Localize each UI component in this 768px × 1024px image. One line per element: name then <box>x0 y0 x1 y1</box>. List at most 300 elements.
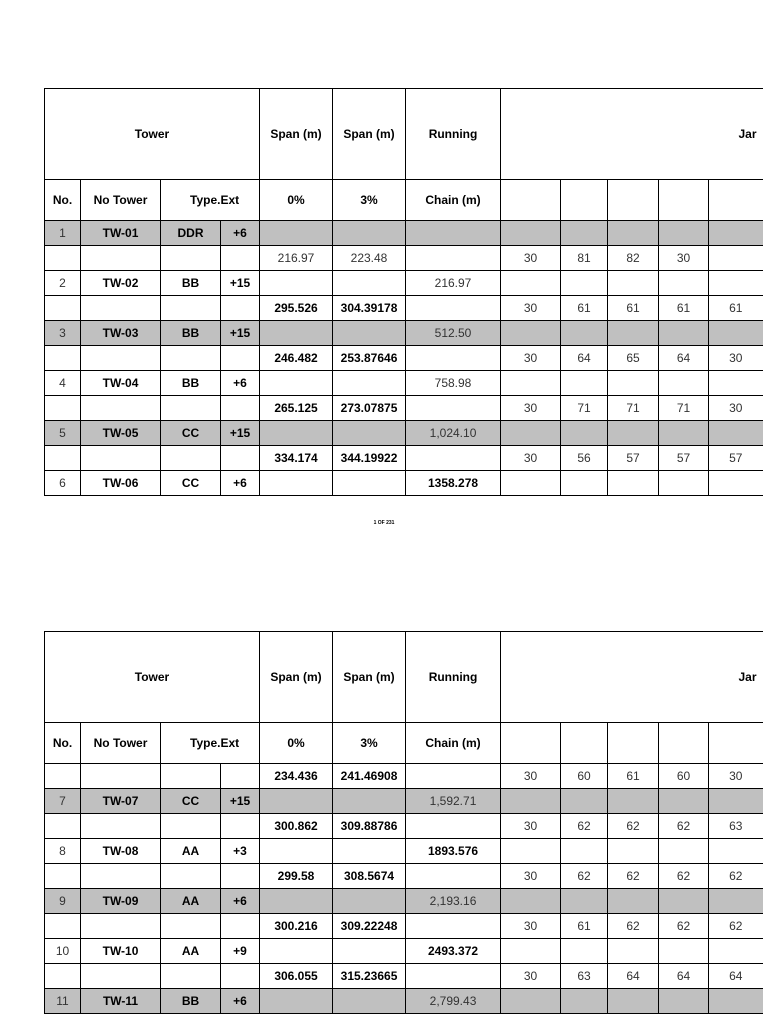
jar-value: 30 <box>501 964 561 989</box>
jar-value: 30 <box>501 864 561 889</box>
jar-cell <box>501 789 561 814</box>
span-0-cell <box>260 321 333 346</box>
tower-row <box>45 321 763 346</box>
empty-cell <box>161 346 221 371</box>
header-pct-0: 0% <box>260 723 333 764</box>
jar-cell <box>561 789 608 814</box>
jar-value: 30 <box>659 246 709 271</box>
jar-cell <box>561 221 608 246</box>
header-jar: Jar <box>501 632 763 723</box>
running-chain: 512.50 <box>406 321 501 346</box>
header-chain: Chain (m) <box>406 180 501 221</box>
tower-type: CC <box>161 789 221 814</box>
jar-value: 62 <box>659 814 709 839</box>
jar-value: 62 <box>608 814 659 839</box>
jar-cell <box>659 889 709 914</box>
jar-value: 81 <box>561 246 608 271</box>
table-1-body <box>45 221 763 496</box>
jar-cell <box>501 839 561 864</box>
jar-cell <box>501 939 561 964</box>
jar-value: 30 <box>709 764 763 789</box>
running-chain <box>406 446 501 471</box>
span-3-cell <box>333 471 406 496</box>
span-3-cell <box>333 221 406 246</box>
jar-cell <box>709 471 763 496</box>
tower-table-2 <box>44 631 763 1014</box>
jar-cell <box>561 839 608 864</box>
tower-ext: +6 <box>221 471 260 496</box>
running-chain <box>406 346 501 371</box>
header-pct-0: 0% <box>260 180 333 221</box>
jar-cell <box>709 839 763 864</box>
tower-number: 6 <box>45 471 81 496</box>
jar-head-cell <box>659 723 709 764</box>
span-3-cell <box>333 939 406 964</box>
jar-cell <box>501 471 561 496</box>
running-chain <box>406 296 501 321</box>
jar-value: 62 <box>608 864 659 889</box>
tower-row <box>45 221 763 246</box>
span-3-value: 241.46908 <box>333 764 406 789</box>
header-no-tower: No Tower <box>81 723 161 764</box>
jar-value: 71 <box>608 396 659 421</box>
empty-cell <box>221 764 260 789</box>
jar-head-cell <box>561 180 608 221</box>
jar-cell <box>608 421 659 446</box>
tower-number: 2 <box>45 271 81 296</box>
tower-row <box>45 839 763 864</box>
table-2-body <box>45 764 763 1014</box>
tower-number: 10 <box>45 939 81 964</box>
empty-cell <box>221 246 260 271</box>
running-chain: 216.97 <box>406 271 501 296</box>
jar-cell <box>608 939 659 964</box>
jar-value: 65 <box>608 346 659 371</box>
jar-cell <box>501 889 561 914</box>
jar-cell <box>608 471 659 496</box>
tower-type: CC <box>161 421 221 446</box>
jar-value: 62 <box>561 864 608 889</box>
jar-head-cell <box>501 723 561 764</box>
tower-id: TW-07 <box>81 789 161 814</box>
running-chain <box>406 246 501 271</box>
jar-cell <box>709 889 763 914</box>
jar-value: 56 <box>561 446 608 471</box>
tower-row <box>45 889 763 914</box>
header-span-0: Span (m) <box>260 632 333 723</box>
tower-number: 3 <box>45 321 81 346</box>
jar-cell <box>608 221 659 246</box>
empty-cell <box>81 396 161 421</box>
jar-cell <box>709 271 763 296</box>
jar-cell <box>659 421 709 446</box>
span-0-cell <box>260 371 333 396</box>
span-0-cell <box>260 789 333 814</box>
header-no: No. <box>45 723 81 764</box>
jar-value: 30 <box>501 814 561 839</box>
span-row <box>45 396 763 421</box>
jar-cell <box>561 471 608 496</box>
jar-head-cell <box>659 180 709 221</box>
tower-number: 4 <box>45 371 81 396</box>
running-chain <box>406 814 501 839</box>
jar-head-cell <box>709 723 763 764</box>
jar-value: 64 <box>659 346 709 371</box>
tower-type: AA <box>161 839 221 864</box>
jar-value: 57 <box>608 446 659 471</box>
tower-id: TW-11 <box>81 989 161 1014</box>
jar-cell <box>608 371 659 396</box>
span-3-cell <box>333 421 406 446</box>
jar-cell <box>561 371 608 396</box>
jar-cell <box>709 221 763 246</box>
span-0-cell <box>260 839 333 864</box>
tower-id: TW-03 <box>81 321 161 346</box>
jar-value: 61 <box>709 296 763 321</box>
empty-cell <box>45 864 81 889</box>
tower-ext: +6 <box>221 989 260 1014</box>
span-row <box>45 446 763 471</box>
running-chain: 758.98 <box>406 371 501 396</box>
tower-row <box>45 371 763 396</box>
tower-type: CC <box>161 471 221 496</box>
span-0-cell <box>260 471 333 496</box>
tower-number: 7 <box>45 789 81 814</box>
running-chain: 1,592.71 <box>406 789 501 814</box>
running-chain <box>406 764 501 789</box>
jar-value: 30 <box>501 246 561 271</box>
span-row <box>45 864 763 889</box>
jar-value: 62 <box>709 914 763 939</box>
jar-cell <box>659 371 709 396</box>
header-jar: Jar <box>501 89 763 180</box>
jar-value: 71 <box>561 396 608 421</box>
jar-head-cell <box>709 180 763 221</box>
jar-value: 64 <box>608 964 659 989</box>
jar-value: 57 <box>709 446 763 471</box>
header-chain: Chain (m) <box>406 723 501 764</box>
tower-id: TW-09 <box>81 889 161 914</box>
tower-type: AA <box>161 889 221 914</box>
jar-value: 71 <box>659 396 709 421</box>
span-3-cell <box>333 271 406 296</box>
jar-value: 61 <box>659 296 709 321</box>
tower-id: TW-08 <box>81 839 161 864</box>
span-0-value: 334.174 <box>260 446 333 471</box>
jar-cell <box>659 839 709 864</box>
jar-cell <box>501 371 561 396</box>
tower-ext: +9 <box>221 939 260 964</box>
jar-cell <box>561 421 608 446</box>
running-chain: 1893.576 <box>406 839 501 864</box>
span-row <box>45 814 763 839</box>
jar-cell <box>608 989 659 1014</box>
running-chain <box>406 964 501 989</box>
empty-cell <box>221 964 260 989</box>
tower-row <box>45 471 763 496</box>
sheet-page-1 <box>0 88 768 496</box>
running-chain <box>406 221 501 246</box>
empty-cell <box>161 914 221 939</box>
jar-value: 63 <box>709 814 763 839</box>
empty-cell <box>81 296 161 321</box>
tower-row <box>45 939 763 964</box>
span-3-cell <box>333 889 406 914</box>
empty-cell <box>161 446 221 471</box>
span-3-value: 309.88786 <box>333 814 406 839</box>
span-row <box>45 764 763 789</box>
empty-cell <box>45 814 81 839</box>
jar-value: 62 <box>709 864 763 889</box>
empty-cell <box>81 914 161 939</box>
jar-cell <box>709 789 763 814</box>
jar-cell <box>659 939 709 964</box>
tower-number: 1 <box>45 221 81 246</box>
running-chain <box>406 396 501 421</box>
jar-value: 60 <box>561 764 608 789</box>
span-0-value: 300.862 <box>260 814 333 839</box>
jar-cell <box>659 471 709 496</box>
jar-cell <box>561 321 608 346</box>
jar-value: 62 <box>561 814 608 839</box>
jar-value: 63 <box>561 964 608 989</box>
empty-cell <box>161 296 221 321</box>
jar-cell <box>608 321 659 346</box>
jar-cell <box>561 939 608 964</box>
tower-type: BB <box>161 371 221 396</box>
span-3-cell <box>333 989 406 1014</box>
tower-number: 5 <box>45 421 81 446</box>
header-span-3: Span (m) <box>333 632 406 723</box>
span-3-cell <box>333 789 406 814</box>
tower-ext: +3 <box>221 839 260 864</box>
tower-id: TW-10 <box>81 939 161 964</box>
jar-cell <box>501 321 561 346</box>
tower-type: BB <box>161 271 221 296</box>
empty-cell <box>161 764 221 789</box>
span-0-cell <box>260 989 333 1014</box>
tower-ext: +6 <box>221 889 260 914</box>
empty-cell <box>221 814 260 839</box>
header-tower: Tower <box>45 632 260 723</box>
empty-cell <box>81 864 161 889</box>
header-pct-3: 3% <box>333 180 406 221</box>
span-row <box>45 346 763 371</box>
jar-cell <box>659 271 709 296</box>
empty-cell <box>45 914 81 939</box>
span-0-value: 295.526 <box>260 296 333 321</box>
span-0-value: 300.216 <box>260 914 333 939</box>
jar-cell <box>659 321 709 346</box>
span-row <box>45 246 763 271</box>
running-chain: 2493.372 <box>406 939 501 964</box>
tower-ext: +15 <box>221 789 260 814</box>
tower-table-1 <box>44 88 763 496</box>
jar-value: 30 <box>501 446 561 471</box>
running-chain: 2,193.16 <box>406 889 501 914</box>
sheet-page-2 <box>0 631 768 1014</box>
jar-value: 30 <box>709 346 763 371</box>
empty-cell <box>81 764 161 789</box>
empty-cell <box>45 246 81 271</box>
tower-ext: +6 <box>221 221 260 246</box>
span-0-value: 299.58 <box>260 864 333 889</box>
running-chain: 1358.278 <box>406 471 501 496</box>
jar-cell <box>501 221 561 246</box>
span-3-cell <box>333 839 406 864</box>
empty-cell <box>221 296 260 321</box>
header-running: Running <box>406 89 501 180</box>
empty-cell <box>45 764 81 789</box>
empty-cell <box>81 246 161 271</box>
empty-cell <box>221 864 260 889</box>
jar-value: 30 <box>501 396 561 421</box>
empty-cell <box>161 964 221 989</box>
empty-cell <box>221 446 260 471</box>
span-row <box>45 914 763 939</box>
header-no-tower: No Tower <box>81 180 161 221</box>
tower-row <box>45 271 763 296</box>
tower-id: TW-01 <box>81 221 161 246</box>
tower-type: BB <box>161 989 221 1014</box>
jar-head-cell <box>608 180 659 221</box>
span-0-cell <box>260 939 333 964</box>
tower-ext: +6 <box>221 371 260 396</box>
header-span-3: Span (m) <box>333 89 406 180</box>
tower-ext: +15 <box>221 271 260 296</box>
empty-cell <box>45 396 81 421</box>
span-3-value: 315.23665 <box>333 964 406 989</box>
span-3-value: 308.5674 <box>333 864 406 889</box>
empty-cell <box>221 346 260 371</box>
jar-value: 30 <box>501 296 561 321</box>
header-tower: Tower <box>45 89 260 180</box>
tower-ext: +15 <box>221 321 260 346</box>
header-type: Type. <box>161 723 221 764</box>
jar-value: 61 <box>608 764 659 789</box>
empty-cell <box>81 346 161 371</box>
jar-cell <box>659 221 709 246</box>
empty-cell <box>45 346 81 371</box>
tower-id: TW-02 <box>81 271 161 296</box>
jar-value: 57 <box>659 446 709 471</box>
jar-cell <box>659 989 709 1014</box>
empty-cell <box>45 446 81 471</box>
span-3-value: 309.22248 <box>333 914 406 939</box>
span-3-value: 253.87646 <box>333 346 406 371</box>
jar-value: 64 <box>709 964 763 989</box>
jar-value: 64 <box>561 346 608 371</box>
tower-id: TW-06 <box>81 471 161 496</box>
jar-value: 61 <box>561 296 608 321</box>
jar-cell <box>608 271 659 296</box>
empty-cell <box>221 914 260 939</box>
tower-ext: +15 <box>221 421 260 446</box>
jar-cell <box>709 939 763 964</box>
span-0-value: 246.482 <box>260 346 333 371</box>
jar-value: 61 <box>561 914 608 939</box>
empty-cell <box>161 814 221 839</box>
header-type: Type. <box>161 180 221 221</box>
empty-cell <box>81 446 161 471</box>
span-0-value: 216.97 <box>260 246 333 271</box>
jar-cell <box>608 889 659 914</box>
span-3-value: 223.48 <box>333 246 406 271</box>
tower-number: 8 <box>45 839 81 864</box>
jar-value: 61 <box>608 296 659 321</box>
jar-value: 30 <box>709 396 763 421</box>
running-chain <box>406 864 501 889</box>
jar-cell <box>709 989 763 1014</box>
span-3-value: 304.39178 <box>333 296 406 321</box>
jar-value: 62 <box>659 914 709 939</box>
empty-cell <box>45 964 81 989</box>
span-row <box>45 964 763 989</box>
header-no: No. <box>45 180 81 221</box>
tower-row <box>45 789 763 814</box>
jar-head-cell <box>501 180 561 221</box>
jar-value <box>709 246 763 271</box>
running-chain: 2,799.43 <box>406 989 501 1014</box>
tower-number: 11 <box>45 989 81 1014</box>
jar-value: 60 <box>659 764 709 789</box>
header-ext: Ext <box>221 180 260 221</box>
span-0-value: 234.436 <box>260 764 333 789</box>
span-0-cell <box>260 421 333 446</box>
jar-value: 64 <box>659 964 709 989</box>
tower-type: BB <box>161 321 221 346</box>
tower-number: 9 <box>45 889 81 914</box>
jar-head-cell <box>561 723 608 764</box>
span-3-cell <box>333 321 406 346</box>
jar-value: 30 <box>501 346 561 371</box>
empty-cell <box>81 814 161 839</box>
empty-cell <box>161 864 221 889</box>
header-span-0: Span (m) <box>260 89 333 180</box>
empty-cell <box>161 396 221 421</box>
jar-value: 30 <box>501 764 561 789</box>
running-chain <box>406 914 501 939</box>
jar-value: 30 <box>501 914 561 939</box>
span-row <box>45 296 763 321</box>
header-ext: Ext <box>221 723 260 764</box>
span-0-cell <box>260 889 333 914</box>
tower-type: AA <box>161 939 221 964</box>
jar-cell <box>709 371 763 396</box>
span-3-value: 344.19922 <box>333 446 406 471</box>
running-chain: 1,024.10 <box>406 421 501 446</box>
span-0-cell <box>260 271 333 296</box>
span-0-value: 306.055 <box>260 964 333 989</box>
jar-cell <box>561 271 608 296</box>
jar-cell <box>561 889 608 914</box>
header-running: Running <box>406 632 501 723</box>
jar-value: 62 <box>608 914 659 939</box>
jar-value: 62 <box>659 864 709 889</box>
jar-cell <box>659 789 709 814</box>
tower-id: TW-04 <box>81 371 161 396</box>
tower-type: DDR <box>161 221 221 246</box>
span-0-value: 265.125 <box>260 396 333 421</box>
empty-cell <box>161 246 221 271</box>
jar-head-cell <box>608 723 659 764</box>
jar-cell <box>608 789 659 814</box>
header-pct-3: 3% <box>333 723 406 764</box>
span-3-value: 273.07875 <box>333 396 406 421</box>
jar-cell <box>501 271 561 296</box>
span-3-cell <box>333 371 406 396</box>
jar-cell <box>709 421 763 446</box>
